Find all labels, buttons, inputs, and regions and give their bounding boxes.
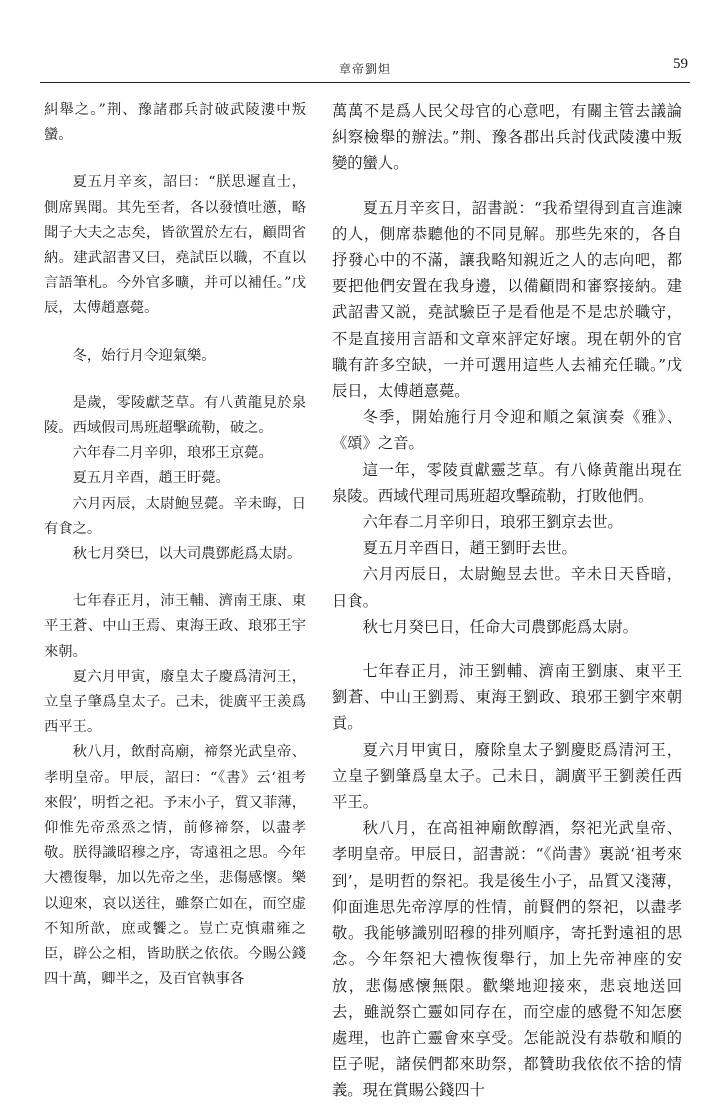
translation-paragraph: 秋八月，在高祖神廟飲醇酒，祭祀光武皇帝、孝明皇帝。甲辰日，詔書説：“《尚書》裏説‘祖考來到’，是明哲的祭祀。我是後生小子，品質又淺薄，仰面進思先帝淳厚的性情，前賢們的祭祀，以盡孝敬。我能够識别昭穆的排列順序，寄托對遠祖的思念。今年祭祀大禮恢復舉行，加上先帝神座的安放，悲傷感懷無限。歡樂地迎接來，悲哀地送回去，雖説祭亡靈如同存在，而空虚的感覺不知怎麽處理，也許亡靈會來享受。怎能説没有恭敬和順的臣子呢，諸侯們都來助祭，都贊助我依依不捨的情義。現在賞賜公錢四十 <box>332 819 682 1100</box>
translation-paragraph: 夏六月甲寅日，廢除皇太子劉慶貶爲清河王，立皇子劉肇爲皇太子。己未日，調廣平王劉羨任西平王。 <box>332 740 682 812</box>
original-paragraph: 六年春二月辛卯，琅邪王京薨。 <box>72 445 273 462</box>
translation-paragraph: 秋七月癸巳日，任命大司農鄧彪爲太尉。 <box>362 617 638 636</box>
running-title: 章帝劉炟 <box>338 62 391 76</box>
page-header <box>40 52 690 83</box>
original-paragraph: 秋八月，飲酎高廟，禘祭光武皇帝、孝明皇帝。甲辰，詔曰：“《書》云‘祖考來假’，明哲之祀。予末小子，質又菲薄，仰惟先帝烝烝之情，前修禘祭，以盡孝敬。朕得識昭穆之序，寄遠祖之思。今年大禮復舉，加以先帝之坐，悲傷感懷。樂以迎來，哀以送往，雖祭亡如在，而空虚不知所歆，庶或饗之。豈亡克慎肅雍之臣，辟公之相，皆助朕之依依。今賜公錢四十萬，卿半之，及百官執事各 <box>44 744 306 988</box>
translation-paragraph: 夏五月辛亥日，詔書説：“我希望得到直言進諫的人，側席恭聽他的不同見解。那些先來的，各自抒發心中的不滿，讓我略知親近之人的志向吧，都要把他們安置在我身邊，以備顧問和審察接納。建武詔書又説，堯試驗臣子是看他是不是忠於職守，不是直接用言語和文章來評定好壞。現在朝外的官職有許多空缺，一并可選用這些人去補充任職。”戊辰日，太傅趙憙薨。 <box>332 198 682 401</box>
translation-paragraph: 六年春二月辛卯日，琅邪王劉京去世。 <box>362 513 623 532</box>
original-paragraph: 夏六月甲寅，廢皇太子慶爲清河王，立皇子肇爲皇太子。己未，徙廣平王羨爲西平王。 <box>44 668 306 736</box>
original-paragraph: 七年春正月，沛王輔、濟南王康、東平王蒼、中山王焉、東海王政、琅邪王宇來朝。 <box>44 593 306 660</box>
original-paragraph: 冬，始行月令迎氣樂。 <box>72 347 216 364</box>
page-number: 59 <box>673 56 688 72</box>
translation-paragraph: 萬萬不是爲人民父母官的心意吧，有關主管去議論糾察檢舉的辦法。”荆、豫各郡出兵討伐武陵漊中叛變的蠻人。 <box>332 102 682 173</box>
translation-column <box>332 98 682 1100</box>
original-paragraph: 夏五月辛亥，詔曰：“朕思遲直士，側席異聞。其先至者，各以發憤吐懣，略聞子大夫之志矣，皆欲置於左右，顧問省納。建武詔書又曰，堯試臣以職，不直以言語筆札。今外官多曠，并可以補任。”戊辰，太傅趙憙薨。 <box>44 174 306 317</box>
original-text-column <box>44 98 306 990</box>
original-paragraph: 六月丙辰，太尉鮑昱薨。辛未晦，日有食之。 <box>44 495 306 537</box>
original-paragraph: 糾舉之。”荆、豫諸郡兵討破武陵漊中叛蠻。 <box>44 102 306 144</box>
translation-paragraph: 六月丙辰日，太尉鮑昱去世。辛未日天昏暗，日食。 <box>332 565 682 610</box>
translation-paragraph: 冬季，開始施行月令迎和順之氣演奏《雅》、《頌》之音。 <box>332 408 682 453</box>
translation-paragraph: 這一年，零陵貢獻靈芝草。有八條黄龍出現在泉陵。西域代理司馬班超攻擊疏勒，打敗他們。 <box>332 460 682 505</box>
original-paragraph: 秋七月癸巳，以大司農鄧彪爲太尉。 <box>72 546 302 563</box>
original-paragraph: 夏五月辛酉，趙王盱薨。 <box>72 470 230 487</box>
original-paragraph: 是歲，零陵獻芝草。有八黄龍見於泉陵。西域假司馬班超擊疏勒，破之。 <box>44 394 306 437</box>
translation-paragraph: 夏五月辛酉日，趙王劉盱去世。 <box>362 539 577 558</box>
translation-paragraph: 七年春正月，沛王劉輔、濟南王劉康、東平王劉蒼、中山王劉焉、東海王劉政、琅邪王劉宇來朝貢。 <box>332 662 682 733</box>
